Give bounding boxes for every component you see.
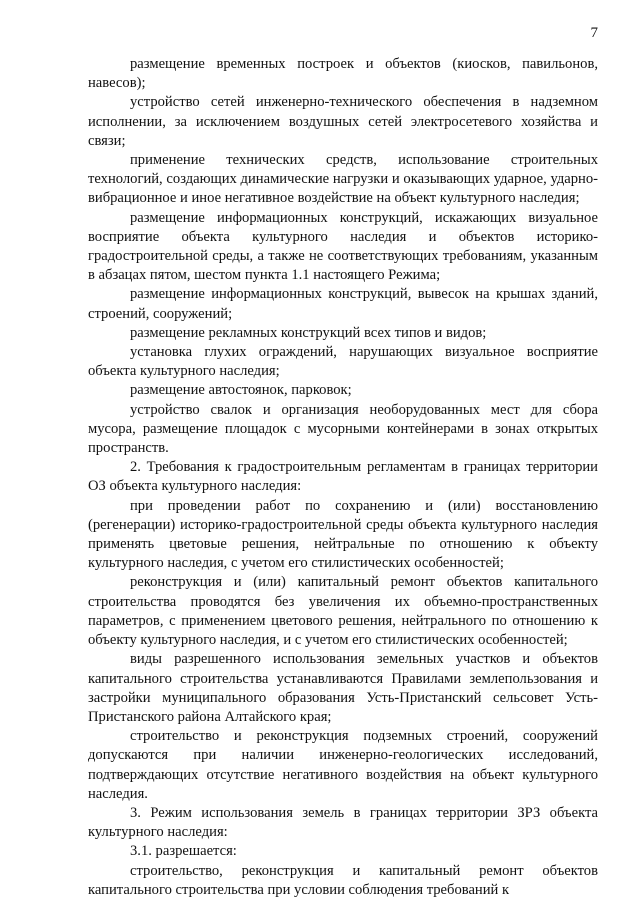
paragraph-technical-means: применение технических средств, использование строительных технологий, создающих динамические нагрузки и оказывающих ударное, ударно-вибрационное и иное негативное воздействие на объект культурного наследия;	[88, 152, 598, 207]
subsection-heading-3-1: 3.1. разрешается:	[130, 843, 237, 860]
paragraph-color-solutions: при проведении работ по сохранению и (или) восстановлению (регенерации) историко-градостроительной среды объекта культурного наследия применять цветовые решения, нейтральные по отношению к объекту культурного наследия, с учетом его стилистических особенностей;	[88, 497, 598, 572]
page-number: 7	[590, 25, 598, 41]
paragraph-solid-fences: установка глухих ограждений, нарушающих визуальное восприятие объекта культурного наследия;	[88, 344, 598, 380]
paragraph-dumps: устройство свалок и организация необорудованных мест для сбора мусора, размещение площадок с мусорными контейнерами в зонах открытых пространств.	[88, 401, 598, 457]
paragraph-construction: строительство, реконструкция и капитальный ремонт объектов капитального строительства при условии соблюдения требований к	[88, 862, 598, 898]
paragraph-permitted-use: виды разрешенного использования земельных участков и объектов капитального строительства устанавливаются Правилами землепользования и застройки муниципального образования Усть-Пристанский сельсовет Усть-Пристанского района Алтайского края;	[88, 651, 598, 725]
section-heading-2: 2. Требования к градостроительным регламентам в границах территории ОЗ объекта культурного наследия:	[88, 459, 598, 495]
paragraph-reconstruction: реконструкция и (или) капитальный ремонт объектов капитального строительства проводятся без увеличения их объемно-пространственных параметров, с применением цветового решения, нейтрального по отношению к объекту культурного наследия, и с учетом его стилистических особенностей;	[88, 574, 598, 649]
paragraph-roof-signs: размещение информационных конструкций, вывесок на крышах зданий, строений, сооружений;	[88, 286, 598, 322]
paragraph-information-structures: размещение информационных конструкций, искажающих визуальное восприятие объекта культурного наследия и объектов историко-градостроительной среды, а также не соответствующих требованиям, указанным в абзацах пятом, шестом пункта 1.1 настоящего Режима;	[88, 209, 598, 284]
paragraph-temporary-buildings: размещение временных построек и объектов (киосков, павильонов, навесов);	[88, 56, 598, 92]
paragraph-underground: строительство и реконструкция подземных строений, сооружений допускаются при наличии инженерно-геологических исследований, подтверждающих отсутствие негативного воздействия на объект культурного наследия.	[88, 728, 598, 802]
paragraph-parking: размещение автостоянок, парковок;	[130, 382, 352, 399]
paragraph-engineering-networks: устройство сетей инженерно-технического обеспечения в надземном исполнении, за исключением воздушных сетей электросетевого хозяйства и связи;	[88, 94, 598, 149]
section-heading-3: 3. Режим использования земель в границах территории ЗРЗ объекта культурного наследия:	[88, 804, 598, 841]
paragraph-advertising: размещение рекламных конструкций всех типов и видов;	[130, 324, 487, 341]
